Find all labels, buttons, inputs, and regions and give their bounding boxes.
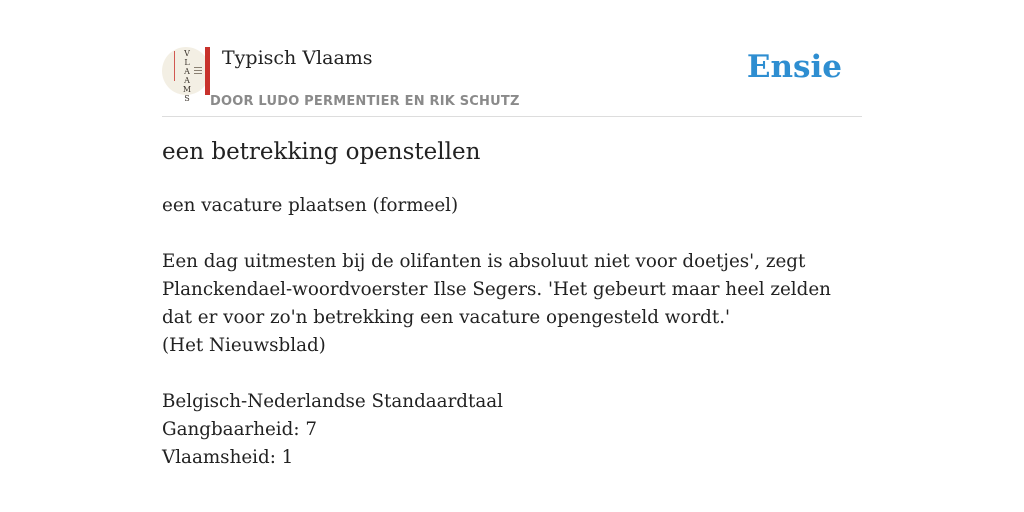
avatar-fineprint — [194, 67, 202, 68]
entry-term: een betrekking openstellen — [162, 139, 481, 165]
entry-body — [162, 192, 852, 472]
entry-category: Belgisch-Nederlandse Standaardtaal — [162, 391, 504, 412]
avatar-logo-letters: V L A A M S — [182, 49, 192, 103]
entry-source: (Het Nieuwsblad) — [162, 335, 326, 356]
spacer — [162, 360, 852, 388]
blog-avatar[interactable] — [162, 47, 210, 103]
header — [162, 44, 862, 117]
brand-logo[interactable]: Ensie — [746, 49, 842, 85]
entry-example: Een dag uitmesten bij de olifanten is absoluut niet voor doetjes', zegt Planckendael-woordvoerster Ilse Segers. 'Het gebeurt maar heel zelden dat er voor zo'n betrekking een vacature opengesteld wordt.' — [162, 251, 831, 328]
blog-title[interactable]: Typisch Vlaams — [222, 47, 373, 69]
entry-vlaamsheid: Vlaamsheid: 1 — [162, 447, 294, 468]
avatar-accent-line — [174, 51, 175, 81]
blog-byline: DOOR LUDO PERMENTIER EN RIK SCHUTZ — [210, 94, 520, 109]
entry-definition: een vacature plaatsen (formeel) — [162, 195, 459, 216]
avatar-red-stripe — [205, 47, 210, 95]
entry-gangbaarheid: Gangbaarheid: 7 — [162, 419, 317, 440]
spacer — [162, 220, 852, 248]
